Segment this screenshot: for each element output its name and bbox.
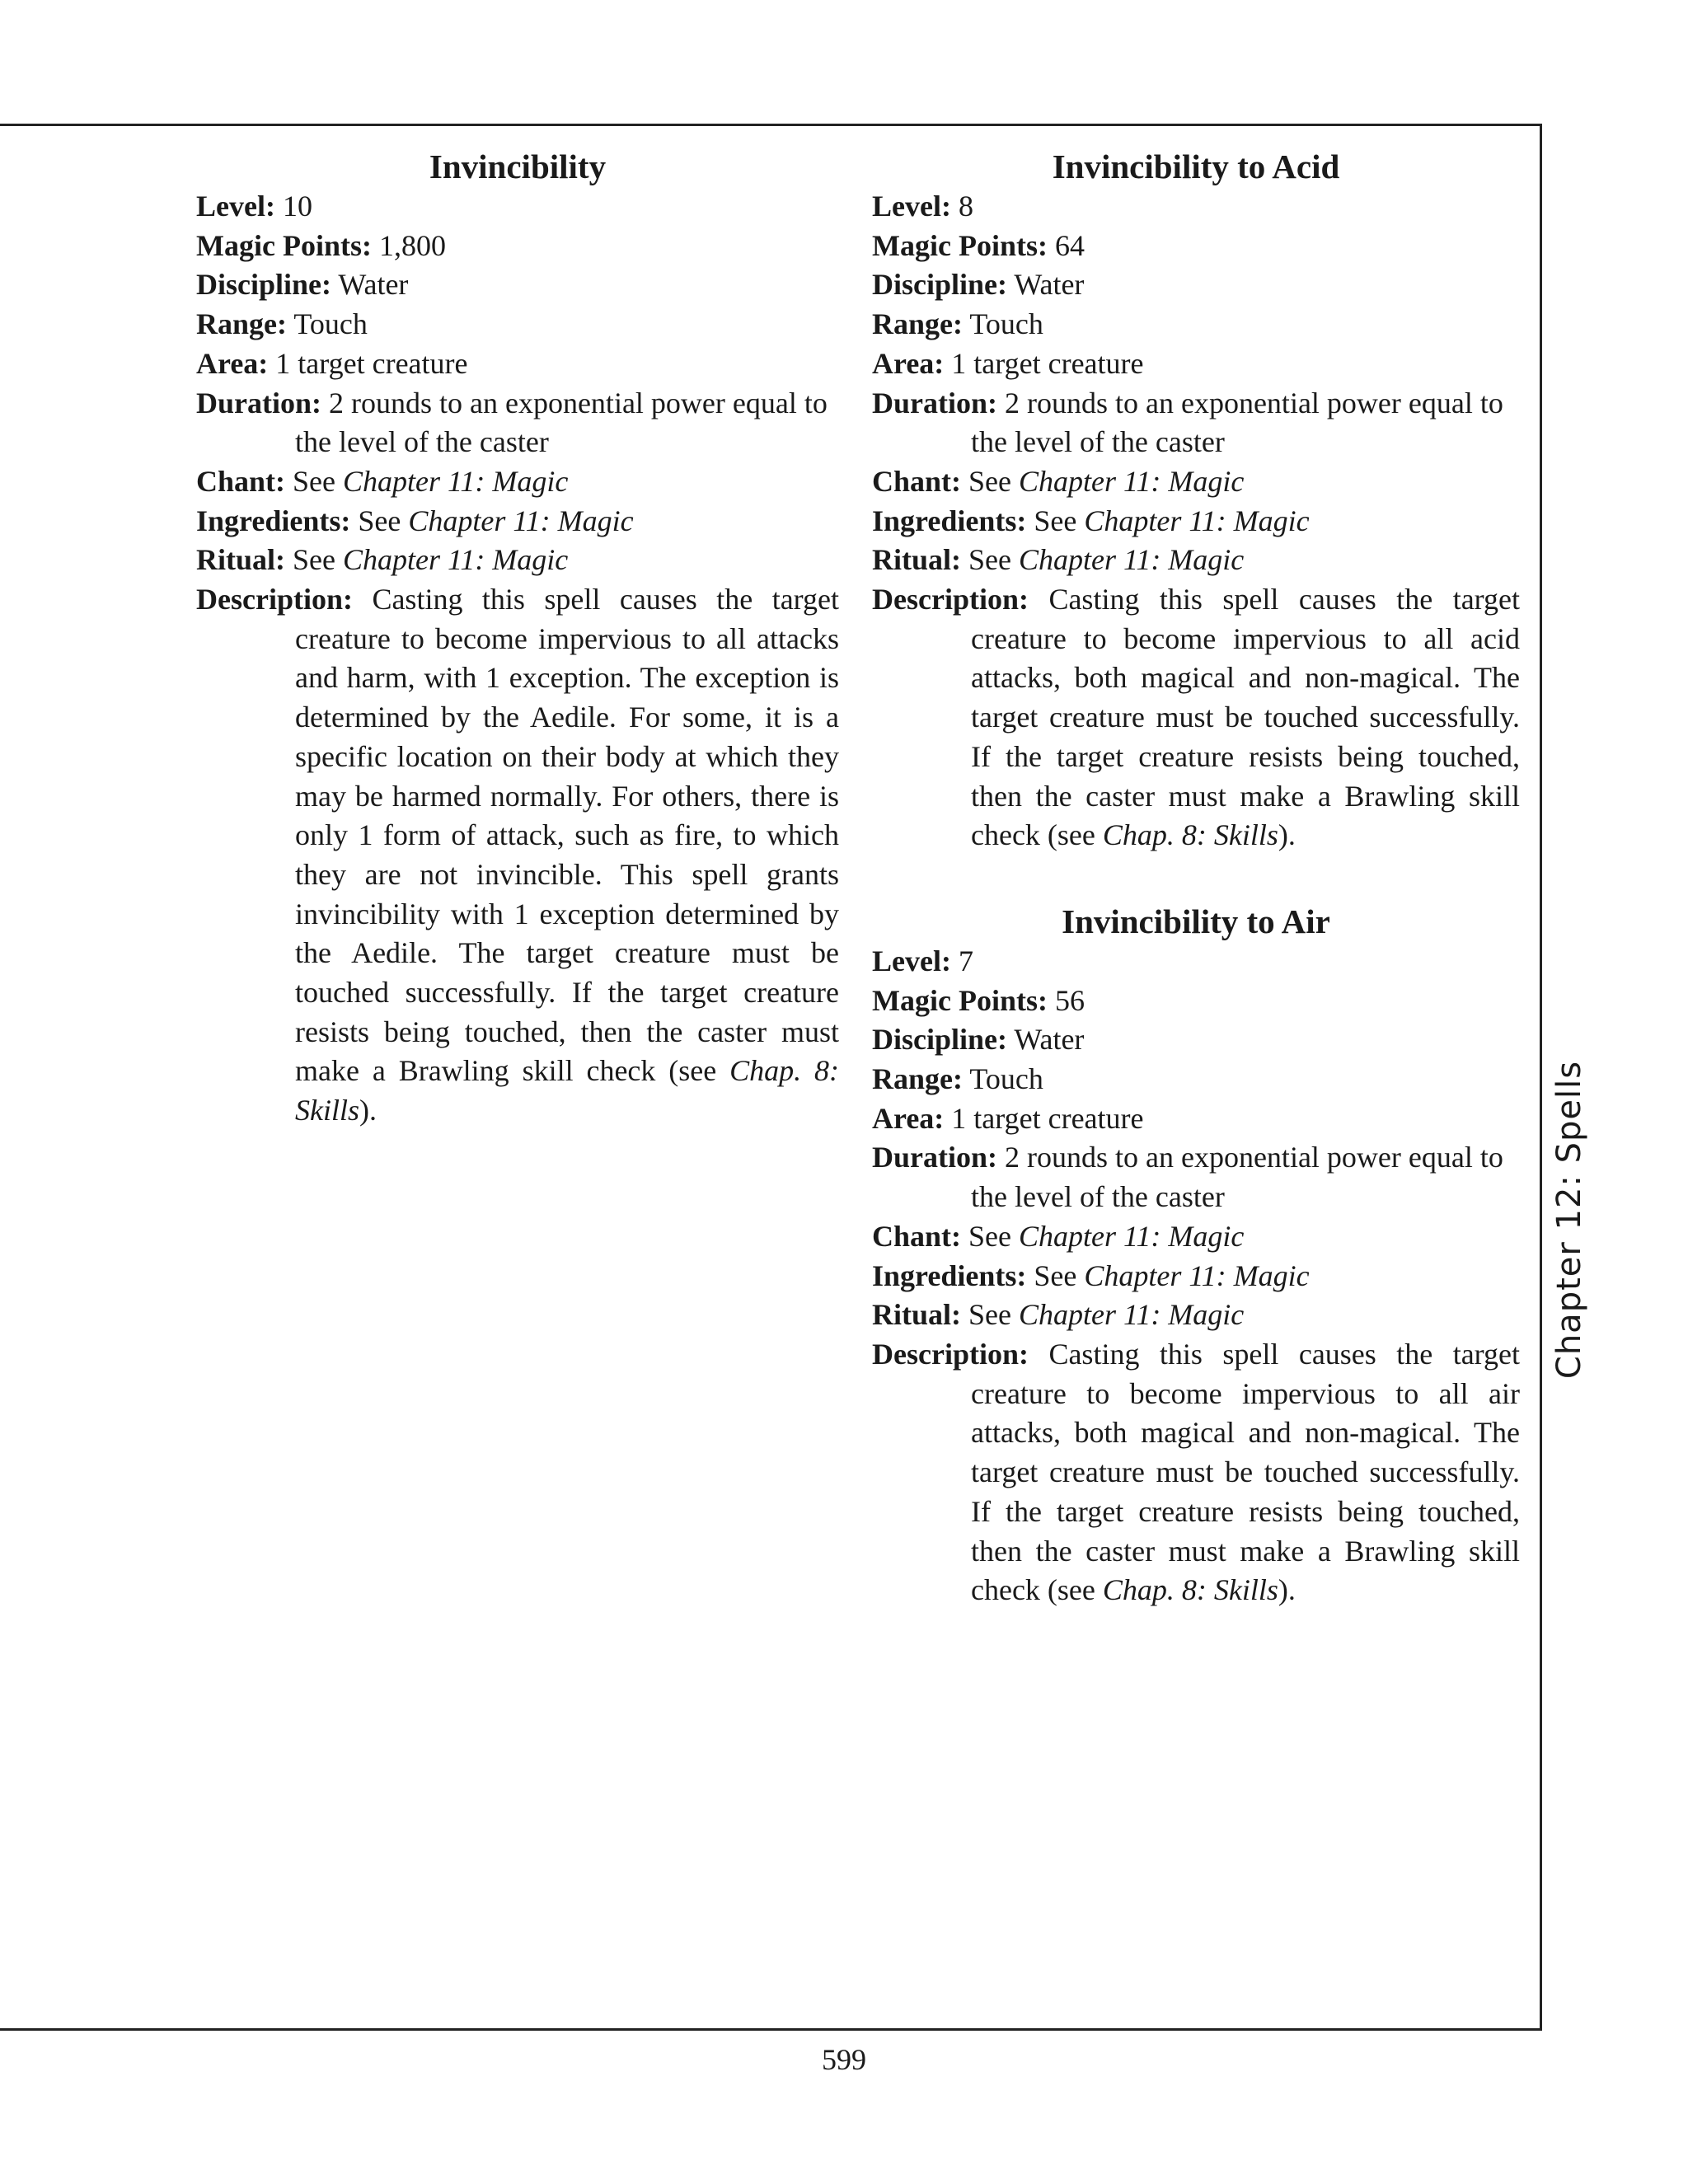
spell-area: Area: 1 target creature: [872, 1101, 1144, 1135]
spell-magic-points: Magic Points: 64: [872, 228, 1085, 262]
spell-invincibility-to-acid: [872, 147, 1520, 855]
spell-magic-points: Magic Points: 1,800: [196, 228, 446, 262]
spell-ritual: Ritual: See Chapter 11: Magic: [872, 543, 1245, 577]
spell-chant: Chant: See Chapter 11: Magic: [196, 464, 569, 498]
chapter-label: Chapter 12: Spells: [1550, 1060, 1588, 1380]
spell-discipline: Discipline: Water: [196, 268, 409, 302]
spell-discipline: Discipline: Water: [872, 1023, 1085, 1057]
spell-chant: Chant: See Chapter 11: Magic: [872, 1219, 1245, 1253]
spell-duration: Duration: 2 rounds to an exponential power equal to the level of the caster: [196, 386, 828, 459]
spell-range: Range: Touch: [872, 1062, 1043, 1096]
spell-area: Area: 1 target creature: [196, 346, 468, 380]
spell-range: Range: Touch: [872, 307, 1043, 341]
spell-invincibility-to-air: [872, 902, 1520, 1610]
spell-chant: Chant: See Chapter 11: Magic: [872, 464, 1245, 498]
spell-ingredients: Ingredients: See Chapter 11: Magic: [872, 504, 1310, 537]
spell-title: Invincibility to Acid: [1052, 148, 1340, 185]
spell-invincibility: [196, 147, 839, 1131]
spell-description: Description: Casting this spell causes the target creature to become impervious to all acid attacks, both magical and non-magical. The target creature must be touched successfully. If the target creature resists being touched, then the caster must make a Brawling skill check (see Chap. 8: Skills).: [872, 583, 1520, 852]
spell-description: Description: Casting this spell causes the target creature to become impervious to all attacks and harm, with 1 exception. The exception is determined by the Aedile. For some, it is a specific location on their body at which they may be harmed normally. For others, there is only 1 form of attack, such as fire, to which they are not invincible. This spell grants invincibility with 1 exception determined by the Aedile. The target creature must be touched successfully. If the target creature resists being touched, then the caster must make a Brawling skill check (see Chap. 8: Skills).: [196, 583, 840, 1127]
spell-level: Level: 7: [872, 944, 973, 977]
spell-level: Level: 8: [872, 190, 973, 223]
spell-ritual: Ritual: See Chapter 11: Magic: [196, 543, 569, 577]
spell-title: Invincibility to Air: [1062, 902, 1330, 940]
spell-magic-points: Magic Points: 56: [872, 983, 1085, 1017]
spell-title: Invincibility: [429, 148, 607, 185]
spell-duration: Duration: 2 rounds to an exponential power equal to the level of the caster: [872, 1141, 1503, 1214]
spell-description: Description: Casting this spell causes the target creature to become impervious to all air attacks, both magical and non-magical. The target creature must be touched successfully. If the target creature resists being touched, then the caster must make a Brawling skill check (see Chap. 8: Skills).: [872, 1337, 1520, 1607]
spell-discipline: Discipline: Water: [872, 268, 1085, 302]
spell-ritual: Ritual: See Chapter 11: Magic: [872, 1298, 1245, 1332]
spell-area: Area: 1 target creature: [872, 346, 1144, 380]
right-column: [872, 147, 1520, 1610]
spell-duration: Duration: 2 rounds to an exponential power equal to the level of the caster: [872, 386, 1503, 459]
left-column: [196, 147, 839, 1131]
spell-level: Level: 10: [196, 190, 312, 223]
spell-ingredients: Ingredients: See Chapter 11: Magic: [196, 504, 634, 537]
page-number: 599: [822, 2043, 866, 2076]
spell-ingredients: Ingredients: See Chapter 11: Magic: [872, 1258, 1310, 1292]
spell-range: Range: Touch: [196, 307, 368, 341]
